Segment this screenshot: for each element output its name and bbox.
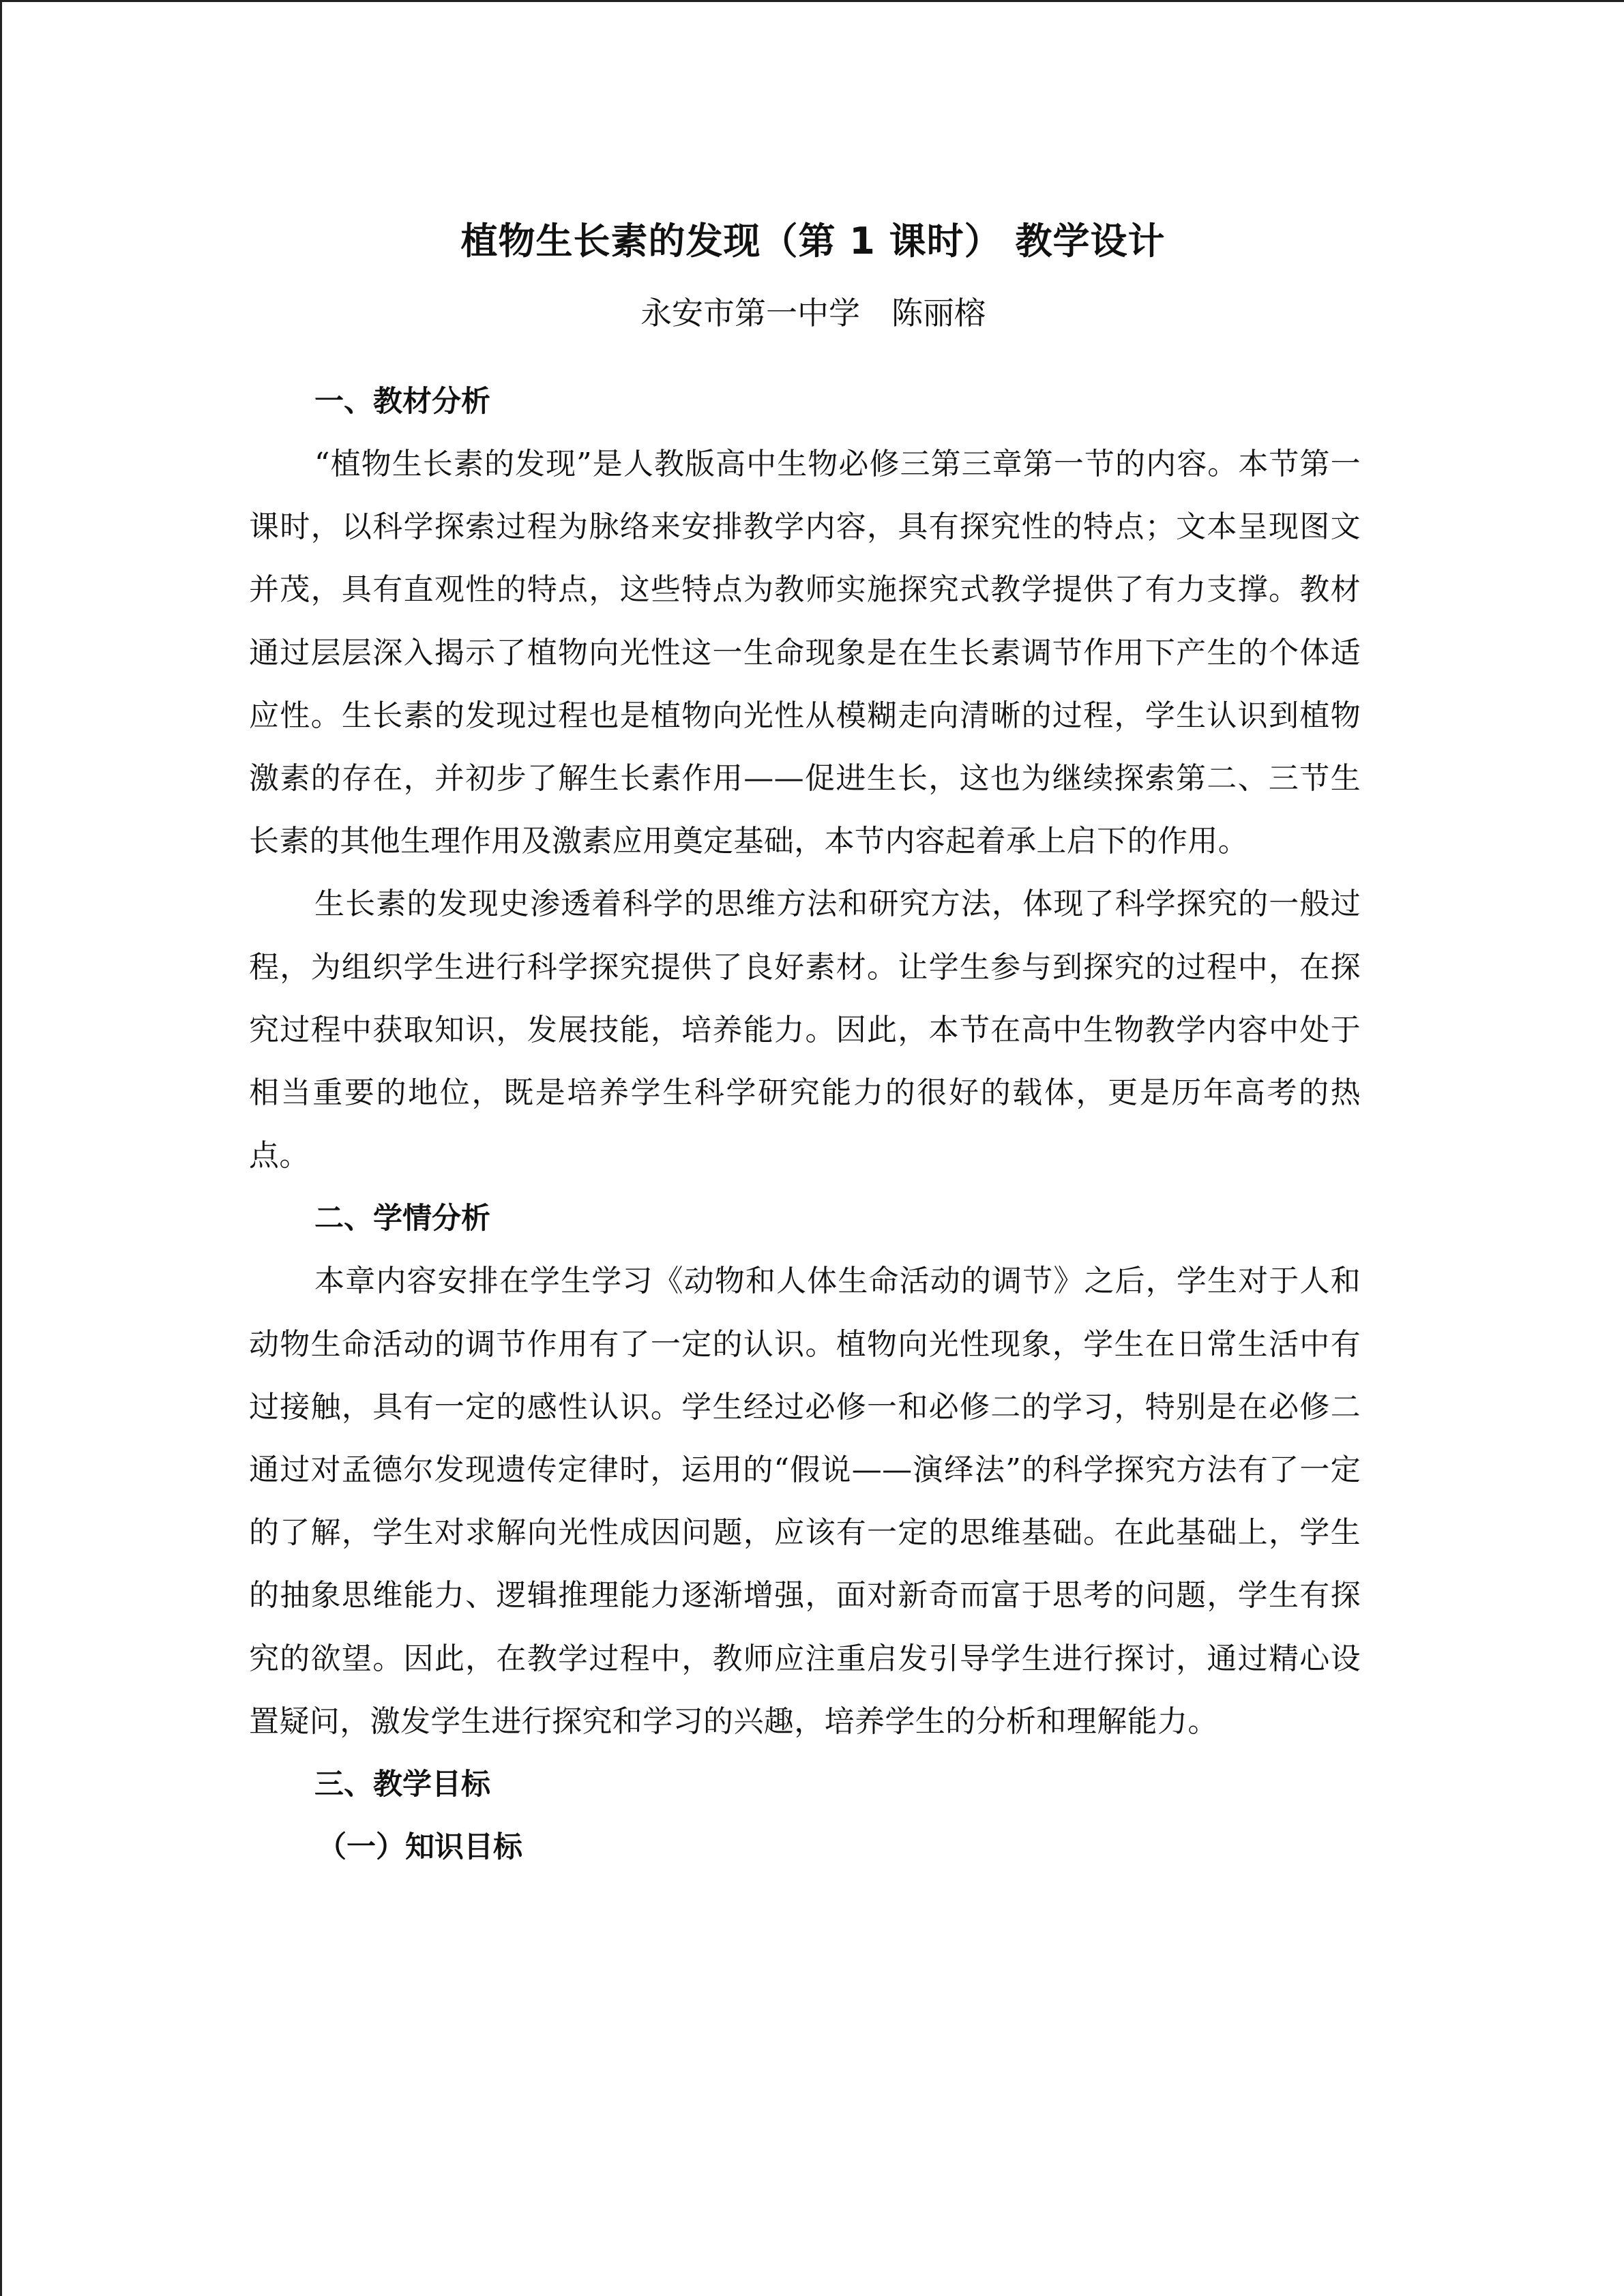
paragraph-material-analysis-1: “植物生长素的发现”是人教版高中生物必修三第三章第一节的内容。本节第一课时，以科学探索过程为脉络来安排教学内容，具有探究性的特点；文本呈现图文并茂，具有直观性的特点，这些特点为教师实施探究式教学提供了有力支撑。教材通过层层深入揭示了植物向光性这一生命现象是在生长素调节作用下产生的个体适应性。生长素的发现过程也是植物向光性从模糊走向清晰的过程，学生认识到植物激素的存在，并初步了解生长素作用——促进生长，这也为继续探索第二、三节生长素的其他生理作用及激素应用奠定基础，本节内容起着承上启下的作用。 <box>249 447 1361 859</box>
paragraph-material-analysis-2: 生长素的发现史渗透着科学的思维方法和研究方法，体现了科学探究的一般过程，为组织学生进行科学探究提供了良好素材。让学生参与到探究的过程中，在探究过程中获取知识，发展技能，培养能力。因此，本节在高中生物教学内容中处于相当重要的地位，既是培养学生科学研究能力的很好的载体，更是历年高考的热点。 <box>249 886 1361 1174</box>
subheading-knowledge-goals: （一）知识目标 <box>317 1830 522 1865</box>
section-heading-teaching-material: 一、教材分析 <box>314 385 490 419</box>
document-body <box>249 370 1361 1879</box>
document-title: 植物生长素的发现（第 1 课时） 教学设计 <box>460 220 1166 263</box>
section-heading-student-analysis: 二、学情分析 <box>314 1202 490 1236</box>
paragraph-student-analysis: 本章内容安排在学生学习《动物和人体生命活动的调节》之后，学生对于人和动物生命活动的调节作用有了一定的认识。植物向光性现象，学生在日常生活中有过接触，具有一定的感性认识。学生经过必修一和必修二的学习，特别是在必修二通过对孟德尔发现遗传定律时，运用的“假说——演绎法”的科学探究方法有了一定的了解，学生对求解向光性成因问题，应该有一定的思维基础。在此基础上，学生的抽象思维能力、逻辑推理能力逐渐增强，面对新奇而富于思考的问题，学生有探究的欲望。因此，在教学过程中，教师应注重启发引导学生进行探讨，通过精心设置疑问，激发学生进行探究和学习的兴趣，培养学生的分析和理解能力。 <box>249 1264 1361 1739</box>
section-heading-teaching-goals: 三、教学目标 <box>314 1768 490 1802</box>
document-author: 永安市第一中学 陈丽榕 <box>640 295 986 331</box>
